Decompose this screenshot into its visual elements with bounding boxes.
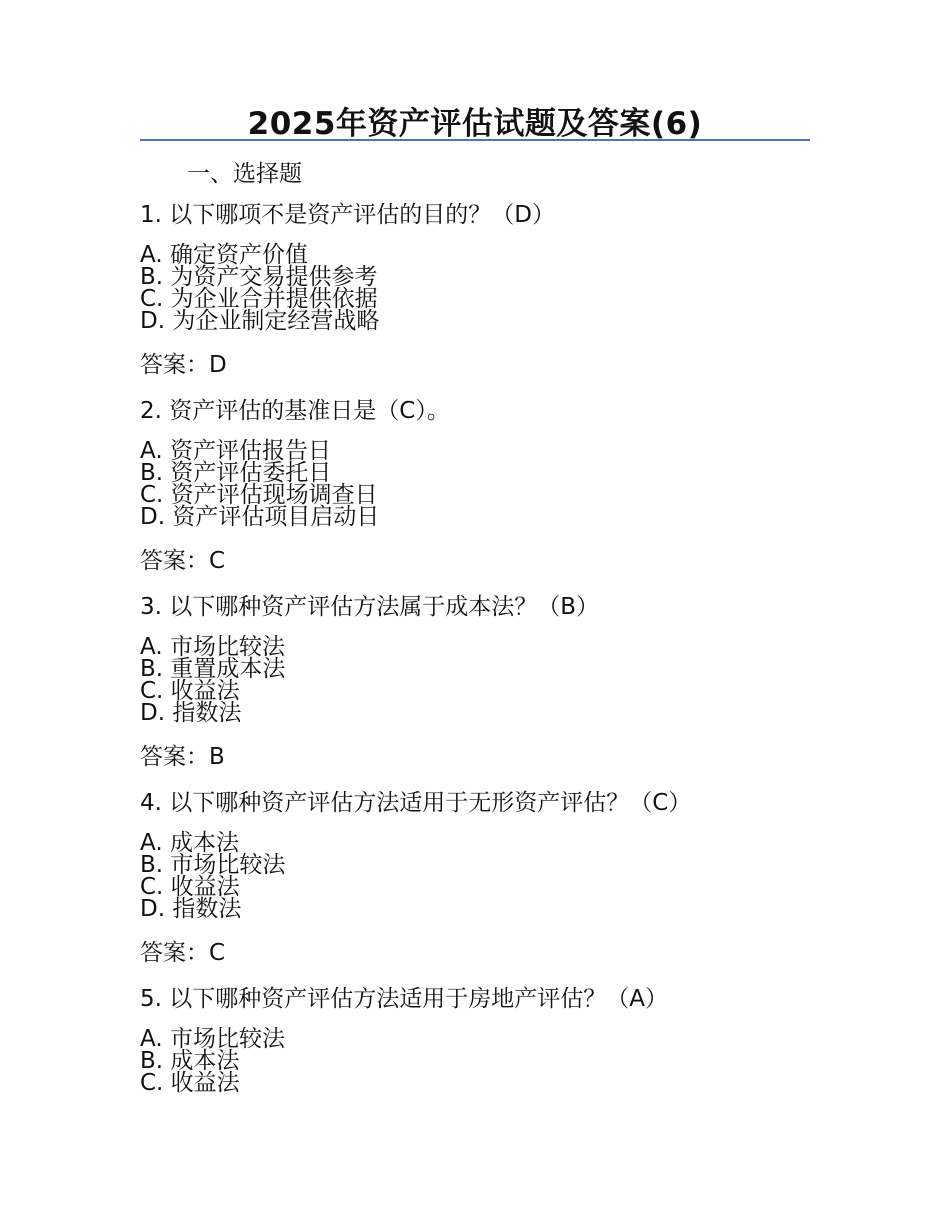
option-d: D. 资产评估项目启动日 (140, 504, 380, 530)
option-list (140, 832, 691, 920)
option-a: A. 市场比较法 (140, 1026, 285, 1052)
question-stem: 3. 以下哪种资产评估方法属于成本法？（B） (140, 594, 600, 620)
answer-line: 答案：B (140, 744, 225, 770)
option-a: A. 市场比较法 (140, 634, 285, 660)
question-4 (140, 788, 691, 968)
option-b: B. 成本法 (140, 1048, 240, 1074)
question-5 (140, 984, 668, 1094)
option-list (140, 440, 450, 528)
option-d: D. 指数法 (140, 700, 242, 726)
option-c: C. 收益法 (140, 678, 240, 704)
title-underline (140, 139, 810, 141)
option-d: D. 指数法 (140, 896, 242, 922)
question-2 (140, 396, 450, 576)
option-a: A. 资产评估报告日 (140, 438, 331, 464)
question-stem: 2. 资产评估的基准日是（C）。 (140, 398, 450, 424)
option-a: A. 成本法 (140, 830, 239, 856)
question-1 (140, 200, 555, 380)
option-b: B. 为资产交易提供参考 (140, 264, 378, 290)
answer-line: 答案：C (140, 940, 226, 966)
option-d: D. 为企业制定经营战略 (140, 308, 380, 334)
option-list (140, 1028, 668, 1094)
answer-line: 答案：C (140, 548, 226, 574)
option-c: C. 收益法 (140, 1070, 240, 1096)
question-stem: 1. 以下哪项不是资产评估的目的？（D） (140, 202, 555, 228)
question-3 (140, 592, 599, 772)
option-b: B. 市场比较法 (140, 852, 286, 878)
option-b: B. 重置成本法 (140, 656, 286, 682)
option-c: C. 为企业合并提供依据 (140, 286, 378, 312)
option-c: C. 资产评估现场调查日 (140, 482, 378, 508)
question-stem: 5. 以下哪种资产评估方法适用于房地产评估？（A） (140, 986, 668, 1012)
option-b: B. 资产评估委托日 (140, 460, 332, 486)
section-heading: 一、选择题 (187, 161, 302, 187)
option-list (140, 636, 599, 724)
question-stem: 4. 以下哪种资产评估方法适用于无形资产评估？（C） (140, 790, 692, 816)
answer-line: 答案：D (140, 352, 227, 378)
option-a: A. 确定资产价值 (140, 242, 308, 268)
option-list (140, 244, 555, 332)
document-title: 2025年资产评估试题及答案(6) (247, 106, 703, 142)
option-c: C. 收益法 (140, 874, 240, 900)
